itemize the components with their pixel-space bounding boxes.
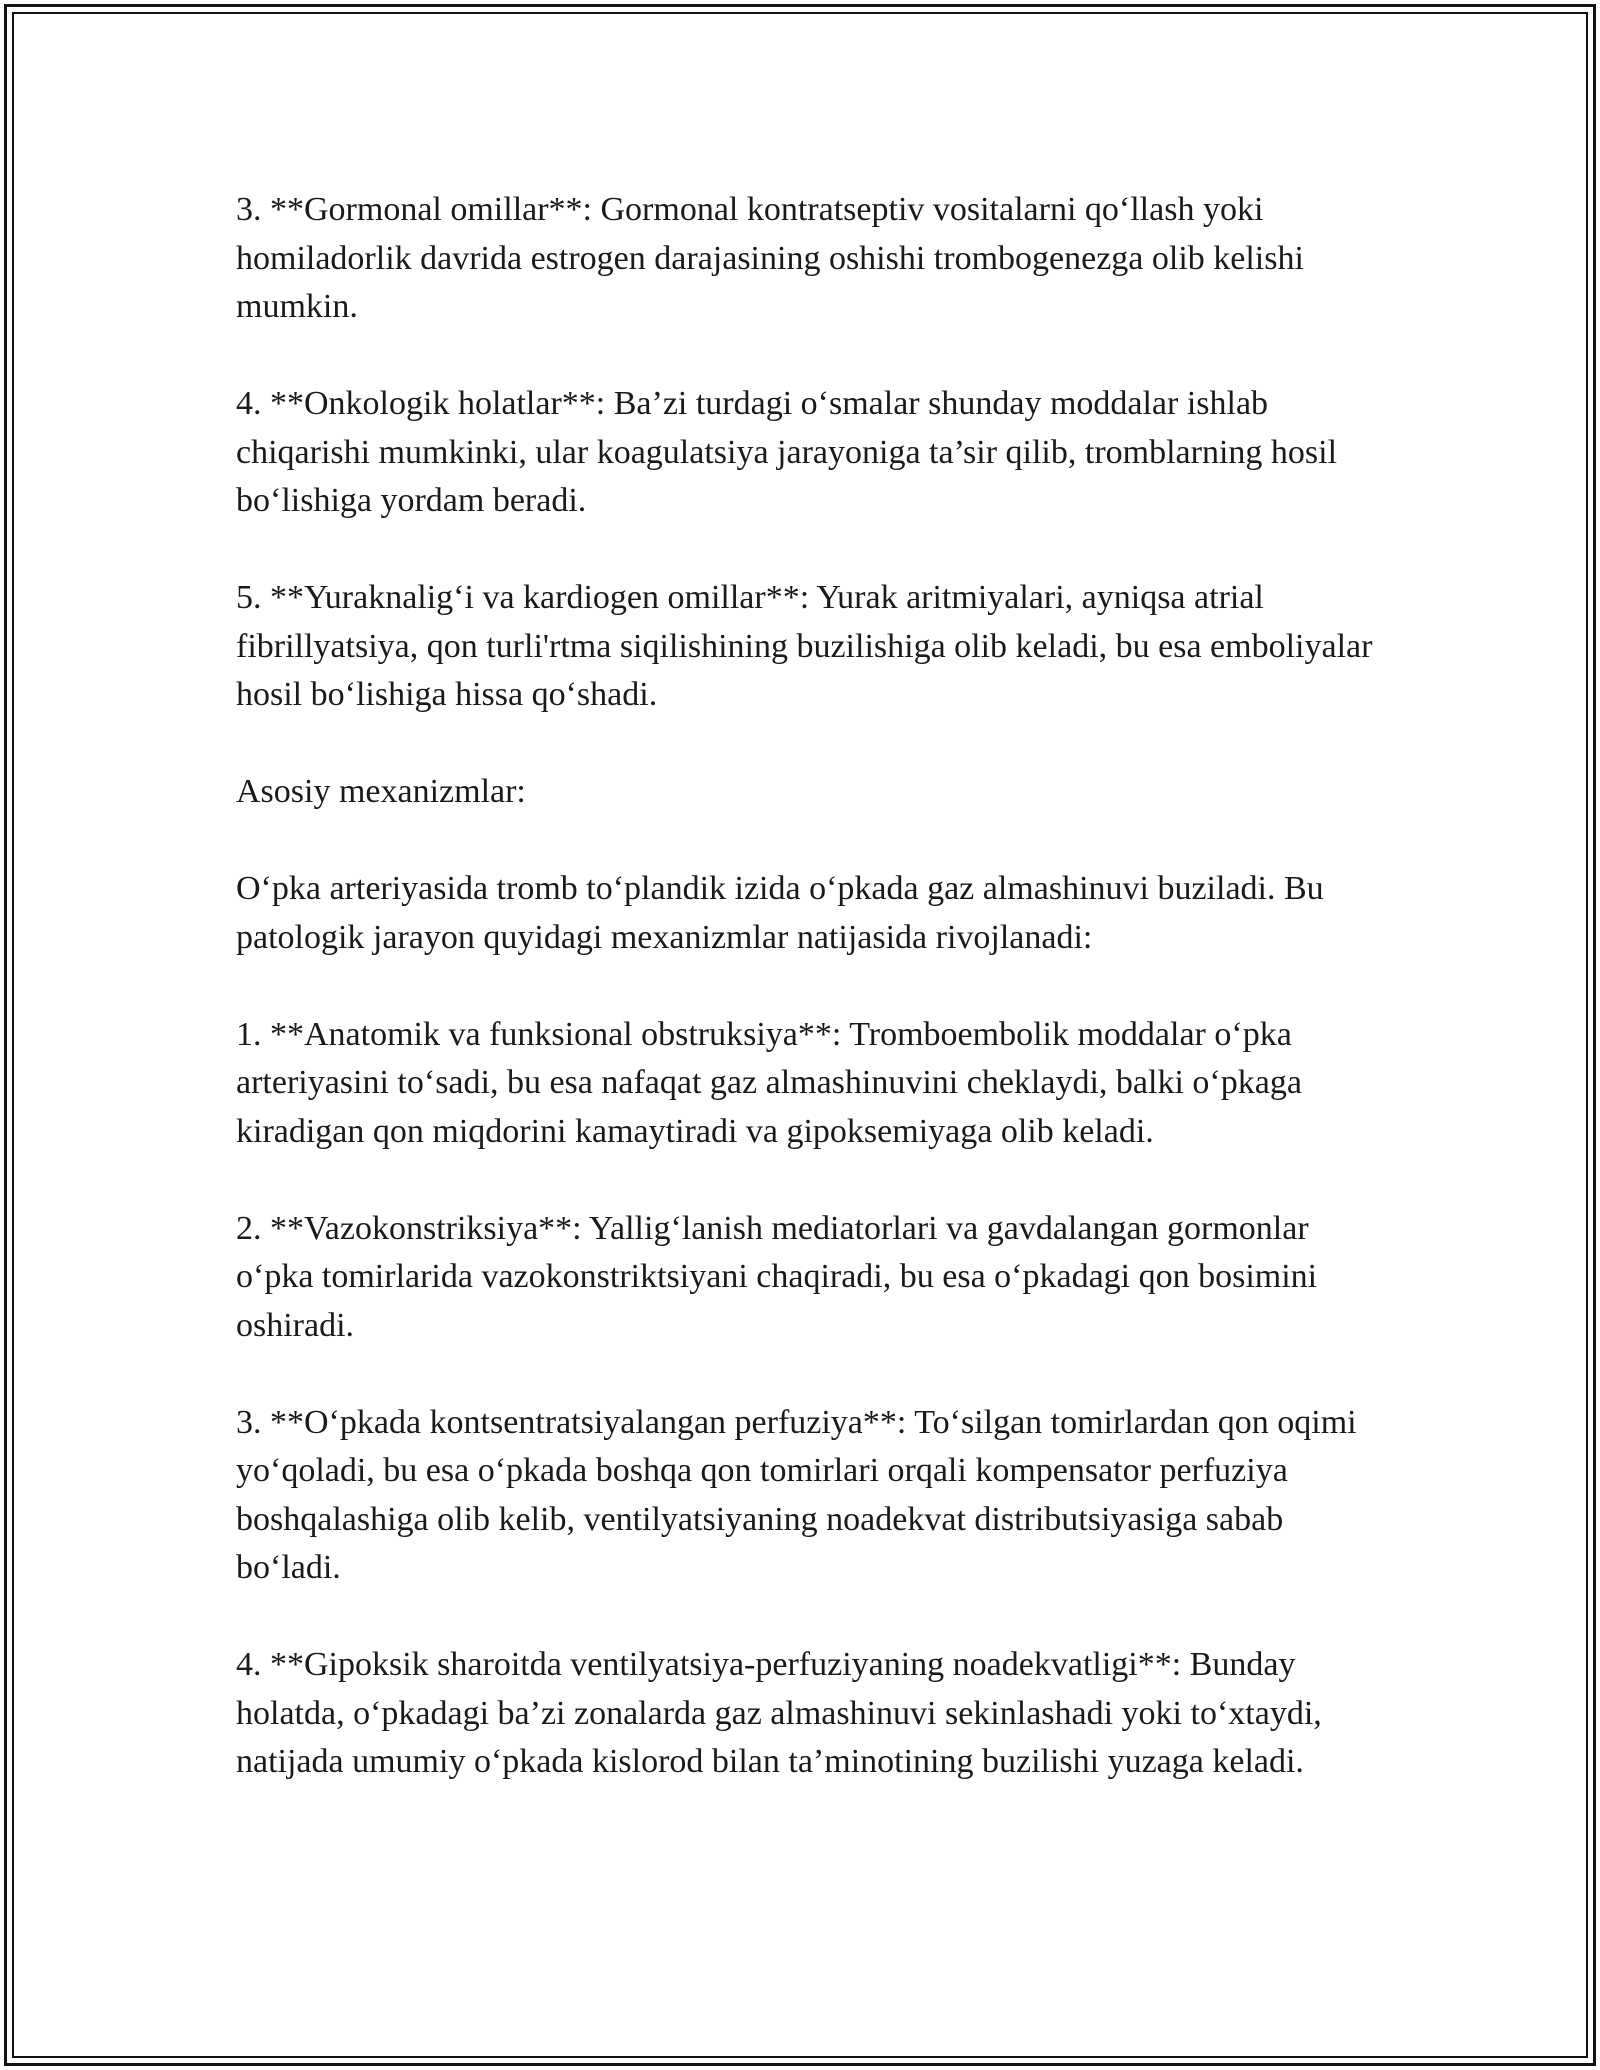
paragraph-cardiogenic-factors: 5. **Yuraknalig‘i va kardiogen omillar**: Yurak aritmiyalari, ayniqsa atrial fibrillyatsiya, qon turli'rtma siqilishining buzilishiga olib keladi, bu esa emboliyalar hosil bo‘lishiga hissa qo‘shadi. <box>236 579 1373 713</box>
paragraph-vasoconstriction: 2. **Vazokonstriksiya**: Yallig‘lanish mediatorlari va gavdalangan gormonlar o‘pka tomirlarida vazokonstriktsiyani chaqiradi, bu esa o‘pkadagi qon bosimini oshiradi. <box>236 1209 1318 1344</box>
paragraph-perfusion: 3. **O‘pkada kontsentratsiyalangan perfuziya**: To‘silgan tomirlardan qon oqimi yo‘qoladi, bu esa o‘pkada boshqa qon tomirlari orqali kompensator perfuziya boshqalashiga olib kelib, ventilyatsiyaning noadekvat distributsiyasiga sabab bo‘ladi. <box>236 1403 1357 1586</box>
paragraph-mechanisms-intro: O‘pka arteriyasida tromb to‘plandik izida o‘pkada gaz almashinuvi buziladi. Bu patologik jarayon quyidagi mexanizmlar natijasida rivojlanadi: <box>236 870 1324 956</box>
section-heading-main-mechanisms: Asosiy mexanizmlar: <box>236 773 526 810</box>
paragraph-oncological-conditions: 4. **Onkologik holatlar**: Ba’zi turdagi o‘smalar shunday moddalar ishlab chiqarishi mumkinki, ular koagulatsiya jarayoniga ta’sir qilib, tromblarning hosil bo‘lishiga yordam beradi. <box>236 385 1338 519</box>
paragraph-hormonal-factors: 3. **Gormonal omillar**: Gormonal kontratseptiv vositalarni qo‘llash yoki homiladorlik davrida estrogen darajasining oshishi trombogenezga olib kelishi mumkin. <box>236 191 1304 325</box>
paragraph-ventilation-perfusion: 4. **Gipoksik sharoitda ventilyatsiya-perfuziyaning noadekvatligi**: Bunday holatda, o‘pkadagi ba’zi zonalarda gaz almashinuvi sekinlashadi yoki to‘xtaydi, natijada umumiy o‘pkada kislorod bilan ta’minotining buzilishi yuzaga keladi. <box>236 1646 1322 1780</box>
paragraph-obstruction: 1. **Anatomik va funksional obstruksiya**: Tromboembolik moddalar o‘pka arteriyasini to‘sadi, bu esa nafaqat gaz almashinuvini cheklaydi, balki o‘pkaga kiradigan qon miqdorini kamaytiradi va gipoksemiyaga olib keladi. <box>236 1015 1302 1150</box>
document-body <box>236 186 1376 1787</box>
